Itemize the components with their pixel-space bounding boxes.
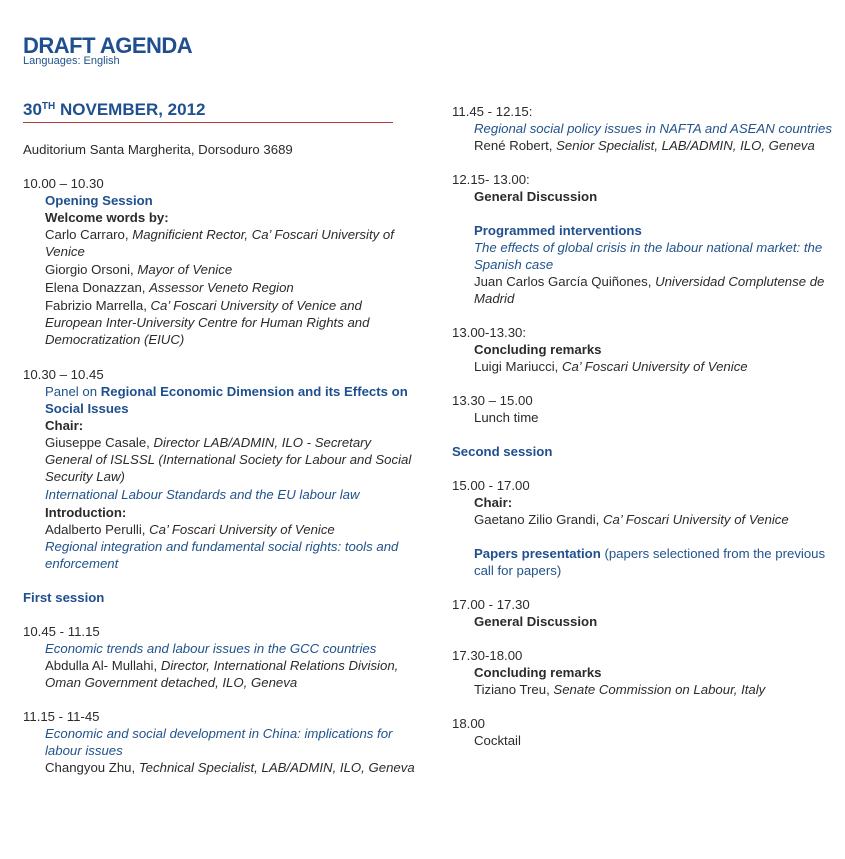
time-slot: 17.00 - 17.30 bbox=[452, 597, 530, 612]
time-slot: 13.30 – 15.00 bbox=[452, 393, 533, 408]
item-note: (papers selectioned from the previous call for papers) bbox=[474, 546, 826, 578]
papers-line bbox=[474, 545, 837, 579]
introduction-label: Introduction: bbox=[45, 505, 127, 520]
speaker-role: Director LAB/ADMIN, ILO - Secretary General of ISLSSL (International Society for Labour and Social Security Law) bbox=[45, 435, 412, 484]
panel-prefix: Panel on bbox=[45, 384, 101, 399]
agenda-block-discussion-1 bbox=[452, 171, 837, 205]
speaker-name: Abdulla Al- Mullahi, bbox=[45, 658, 161, 673]
agenda-block-second-chair bbox=[452, 477, 837, 528]
chair-label: Chair: bbox=[45, 418, 84, 433]
speaker-name: Tiziano Treu, bbox=[474, 682, 554, 697]
time-slot: 18.00 bbox=[452, 716, 486, 731]
speaker-name: Changyou Zhu, bbox=[45, 760, 139, 775]
speaker bbox=[45, 657, 418, 691]
time-slot: 15.00 - 17.00 bbox=[452, 478, 530, 493]
agenda-block-cocktail bbox=[452, 715, 837, 749]
item-title: Concluding remarks bbox=[474, 342, 602, 357]
speaker bbox=[474, 137, 837, 154]
date-day: 30 bbox=[23, 100, 42, 119]
item-title: Concluding remarks bbox=[474, 665, 602, 680]
speaker-role: Senate Commission on Labour, Italy bbox=[553, 682, 766, 697]
speaker-name: Luigi Mariucci, bbox=[474, 359, 562, 374]
item-label: Cocktail bbox=[474, 733, 521, 748]
date-suffix: TH bbox=[41, 101, 56, 112]
speaker-name: Gaetano Zilio Grandi, bbox=[474, 512, 604, 527]
speaker-role: Ca’ Foscari University of Venice and European Inter-University Centre for Human Rights and Democratization (EIUC) bbox=[45, 298, 370, 347]
session-title: Opening Session bbox=[45, 193, 153, 208]
welcome-label: Welcome words by: bbox=[45, 210, 169, 225]
speaker-role: Assessor Veneto Region bbox=[149, 280, 294, 295]
speaker bbox=[474, 511, 837, 528]
time-slot: 17.30-18.00 bbox=[452, 648, 523, 663]
page-title: DRAFT AGENDA bbox=[23, 33, 193, 58]
speaker-name: Adalberto Perulli, bbox=[45, 522, 150, 537]
time-slot: 11.45 - 12.15: bbox=[452, 104, 533, 119]
item-label: Lunch time bbox=[474, 410, 539, 425]
item-title: Programmed interventions bbox=[474, 223, 642, 238]
panel-title: Regional Economic Dimension and its Effects on Social Issues bbox=[45, 384, 408, 416]
speaker-role: Mayor of Venice bbox=[137, 262, 233, 277]
agenda-block-concluding-1 bbox=[452, 324, 837, 375]
time-slot: 10.45 - 11.15 bbox=[23, 624, 100, 639]
right-column bbox=[452, 103, 837, 749]
speaker-role: Technical Specialist, LAB/ADMIN, ILO, Geneva bbox=[138, 760, 415, 775]
agenda-block-papers bbox=[474, 545, 837, 579]
speaker-name: Giorgio Orsoni, bbox=[45, 262, 138, 277]
speaker bbox=[45, 279, 418, 296]
time-slot: 12.15- 13.00: bbox=[452, 172, 530, 187]
speaker-name: Carlo Carraro, bbox=[45, 227, 133, 242]
time-slot: 10.00 – 10.30 bbox=[23, 176, 104, 191]
speaker bbox=[45, 261, 418, 278]
item-title: Papers presentation bbox=[474, 546, 601, 561]
speaker bbox=[45, 297, 418, 348]
talk-title: Economic trends and labour issues in the GCC countries bbox=[45, 641, 377, 656]
venue: Auditorium Santa Margherita, Dorsoduro 3689 bbox=[23, 142, 293, 157]
agenda-block-panel bbox=[23, 366, 418, 572]
talk-title: International Labour Standards and the EU labour law bbox=[45, 487, 360, 502]
date-heading bbox=[23, 100, 393, 123]
agenda-block-discussion-2 bbox=[452, 596, 837, 630]
speaker bbox=[474, 273, 837, 307]
speaker-name: René Robert, bbox=[474, 138, 557, 153]
time-slot: 11.15 - 11-45 bbox=[23, 709, 100, 724]
panel-heading bbox=[45, 383, 418, 417]
agenda-block-china bbox=[23, 708, 418, 776]
speaker-name: Juan Carlos García Quiñones, bbox=[474, 274, 656, 289]
speaker-role: Magnificient Rector, Ca’ Foscari University of Venice bbox=[45, 227, 394, 259]
speaker bbox=[45, 434, 418, 485]
talk-title: Economic and social development in China: implications for labour issues bbox=[45, 726, 393, 758]
speaker-name: Fabrizio Marrella, bbox=[45, 298, 151, 313]
speaker bbox=[474, 358, 837, 375]
date-rest: NOVEMBER, 2012 bbox=[55, 100, 206, 119]
speaker-role: Senior Specialist, LAB/ADMIN, ILO, Geneva bbox=[556, 138, 815, 153]
agenda-block-lunch bbox=[452, 392, 837, 426]
agenda-block-programmed bbox=[474, 222, 837, 307]
speaker bbox=[45, 226, 418, 260]
time-slot: 13.00-13.30: bbox=[452, 325, 527, 340]
speaker-role: Ca’ Foscari University of Venice bbox=[149, 522, 335, 537]
talk-title: Regional integration and fundamental social rights: tools and enforcement bbox=[45, 539, 399, 571]
agenda-block-opening bbox=[23, 175, 418, 348]
speaker-role: Ca’ Foscari University of Venice bbox=[561, 359, 748, 374]
agenda-block-gcc bbox=[23, 623, 418, 691]
time-slot: 10.30 – 10.45 bbox=[23, 367, 104, 382]
speaker-role: Ca’ Foscari University of Venice bbox=[603, 512, 789, 527]
first-session-heading: First session bbox=[23, 590, 105, 605]
languages-note: Languages: English bbox=[23, 55, 120, 67]
item-title: General Discussion bbox=[474, 614, 598, 629]
speaker bbox=[45, 759, 418, 776]
speaker-name: Elena Donazzan, bbox=[45, 280, 150, 295]
left-column bbox=[23, 141, 418, 776]
agenda-block-nafta bbox=[452, 103, 837, 154]
talk-title: Regional social policy issues in NAFTA and ASEAN countries bbox=[474, 121, 832, 136]
speaker-role: Director, International Relations Division, Oman Government detached, ILO, Geneva bbox=[45, 658, 399, 690]
chair-label: Chair: bbox=[474, 495, 513, 510]
speaker-role: Universidad Complutense de Madrid bbox=[474, 274, 825, 306]
item-title: General Discussion bbox=[474, 189, 598, 204]
speaker-name: Giuseppe Casale, bbox=[45, 435, 154, 450]
speaker bbox=[45, 521, 418, 538]
talk-title: The effects of global crisis in the labour national market: the Spanish case bbox=[474, 240, 823, 272]
speaker bbox=[474, 681, 837, 698]
second-session-heading: Second session bbox=[452, 444, 553, 459]
agenda-block-concluding-2 bbox=[452, 647, 837, 698]
